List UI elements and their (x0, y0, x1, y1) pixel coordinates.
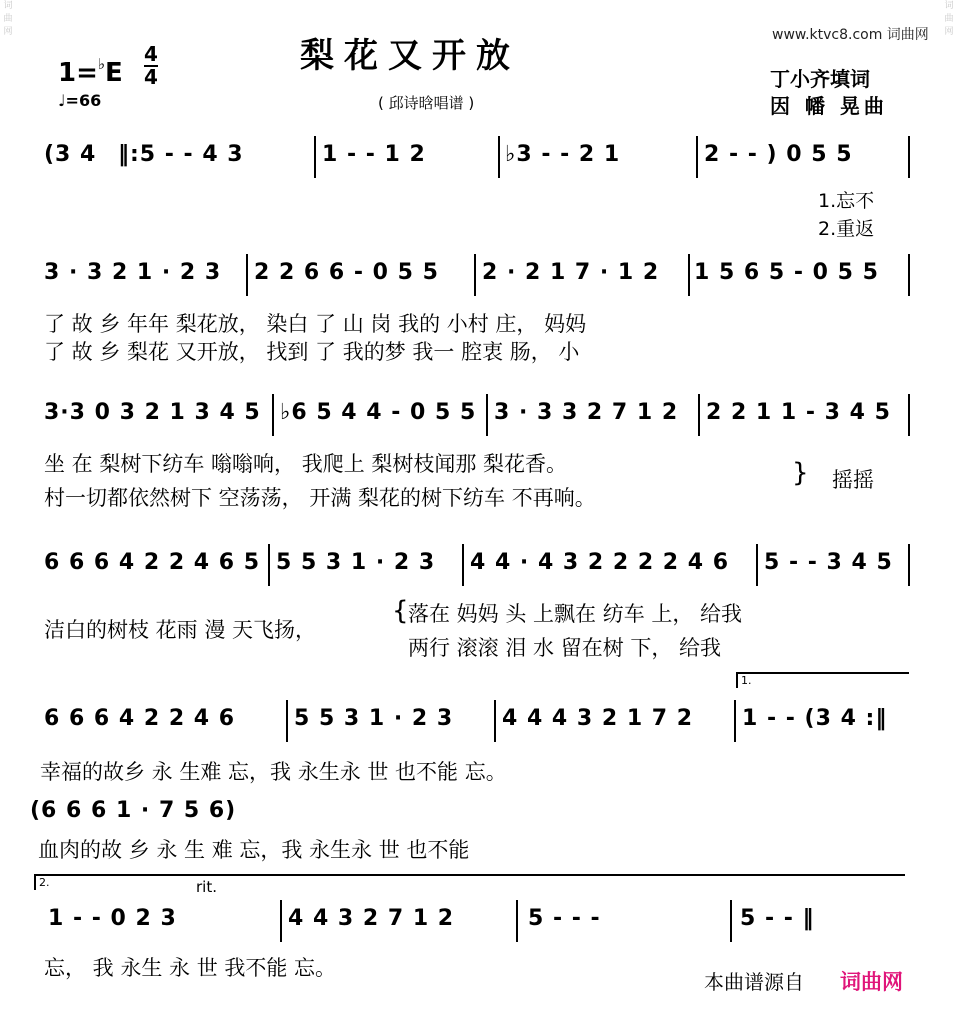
lyric-line: 血肉的故 乡 永 生 难 忘，我 永生永 世 也不能 (38, 838, 470, 862)
staff-row-2 (0, 254, 957, 296)
measure: 5 5 3 1 · 2 3 (276, 550, 436, 575)
measure: 4 4 3 2 7 1 2 (288, 906, 455, 931)
lyricist-credit: 丁小齐填词 (770, 67, 870, 91)
measure: ‖:5 - - 4 3 (118, 142, 244, 167)
barline (272, 394, 274, 436)
barline (462, 544, 464, 586)
measure: ♭3 - - 2 1 (505, 142, 621, 167)
staff-row-4 (0, 544, 957, 586)
measure: 1 - - 1 2 (322, 142, 426, 167)
measure: 2 · 2 1 7 · 1 2 (482, 260, 660, 285)
side-watermark-right: 词曲网 (944, 1, 954, 37)
barline (286, 700, 288, 742)
barline (908, 136, 910, 178)
barline (696, 136, 698, 178)
measure: 3 · 3 2 1 · 2 3 (44, 260, 222, 285)
verse-marker-2: 2.重返 (818, 218, 875, 240)
key-letter: E (104, 58, 123, 88)
measure: 1 5 6 5 - 0 5 5 (694, 260, 879, 285)
source-site-link[interactable]: 词曲网 (840, 970, 903, 994)
barline (698, 394, 700, 436)
barline (486, 394, 488, 436)
barline (756, 544, 758, 586)
staff-row-1 (0, 136, 957, 178)
measure: 2 2 6 6 - 0 5 5 (254, 260, 439, 285)
barline (268, 544, 270, 586)
volta-1: 1. (736, 672, 909, 688)
barline (734, 700, 736, 742)
staff-row-6 (0, 792, 957, 834)
song-subtitle: ( 邱诗晗唱谱 ) (378, 94, 475, 112)
measure: 1 - - (3 4 :‖ (742, 706, 888, 731)
lyric-line: 坐 在 梨树下纺车 嗡嗡响， 我爬上 梨树枝闻那 梨花香。 (44, 452, 568, 476)
lyric-line: 幸福的故乡 永 生难 忘，我 永生永 世 也不能 忘。 (40, 760, 507, 784)
lyric-line: 落在 妈妈 头 上飘在 纺车 上， 给我 (408, 602, 743, 626)
brace: } (792, 458, 809, 488)
lyric-line: 村一切都依然树下 空荡荡， 开满 梨花的树下纺车 不再响。 (44, 486, 596, 510)
measure: 2 2 1 1 - 3 4 5 (706, 400, 891, 425)
measure: (6 6 6 1 · 7 5 6) (30, 798, 237, 823)
barline (494, 700, 496, 742)
measure: 4 4 · 4 3 2 2 2 2 4 6 (470, 550, 730, 575)
barline (688, 254, 690, 296)
barline (730, 900, 732, 942)
composer-credit: 因 幡 晃曲 (770, 94, 888, 118)
brace: { (392, 596, 409, 626)
song-title: 梨花又开放 (300, 36, 520, 76)
measure: (3 4 (44, 142, 97, 167)
key-prefix: 1= (58, 58, 98, 88)
side-word: 摇摇 (832, 468, 874, 492)
measure: 5 - - - (528, 906, 601, 931)
tempo-marking: ♩=66 (58, 91, 102, 110)
measure: 5 - - 3 4 5 (764, 550, 893, 575)
source-label: 本曲谱源自 (704, 970, 804, 994)
time-signature (144, 44, 158, 88)
measure: 6 6 6 4 2 2 4 6 5 (44, 550, 261, 575)
measure: 2 - - ) 0 5 5 (704, 142, 853, 167)
barline (908, 254, 910, 296)
barline (908, 394, 910, 436)
staff-row-7 (0, 900, 957, 942)
barline (516, 900, 518, 942)
measure: 5 5 3 1 · 2 3 (294, 706, 454, 731)
lyric-line: 了 故 乡 梨花 又开放， 找到 了 我的梦 我一 腔衷 肠， 小 (44, 340, 580, 364)
volta-2: 2. (34, 874, 905, 890)
barline (474, 254, 476, 296)
barline (280, 900, 282, 942)
barline (908, 544, 910, 586)
measure: 4 4 4 3 2 1 7 2 (502, 706, 694, 731)
barline (314, 136, 316, 178)
lyric-line: 洁白的树枝 花雨 漫 天飞扬， (44, 618, 317, 642)
staff-row-3 (0, 394, 957, 436)
staff-row-5 (0, 700, 957, 742)
ritardando-marking: rit. (196, 878, 217, 896)
barline (246, 254, 248, 296)
measure: 6 6 6 4 2 2 4 6 (44, 706, 236, 731)
measure: 1 - - 0 2 3 (48, 906, 177, 931)
flat-sign: ♭ (97, 55, 105, 73)
verse-marker-1: 1.忘不 (818, 190, 875, 212)
key-signature (58, 55, 123, 88)
measure: ♭6 5 4 4 - 0 5 5 (280, 400, 477, 425)
time-bottom: 4 (144, 65, 158, 89)
side-watermark-left: 词曲网 (3, 1, 13, 37)
barline (498, 136, 500, 178)
measure: 3 · 3 3 2 7 1 2 (494, 400, 679, 425)
time-top: 4 (144, 42, 158, 66)
measure: 3·3 0 3 2 1 3 4 5 (44, 400, 261, 425)
lyric-line: 两行 滚滚 泪 水 留在树 下， 给我 (408, 636, 722, 660)
lyric-line: 了 故 乡 年年 梨花放， 染白 了 山 岗 我的 小村 庄， 妈妈 (44, 312, 587, 336)
lyric-line: 忘， 我 永生 永 世 我不能 忘。 (44, 956, 337, 980)
site-watermark: www.ktvc8.com 词曲网 (772, 27, 929, 43)
measure: 5 - - ‖ (740, 906, 815, 931)
